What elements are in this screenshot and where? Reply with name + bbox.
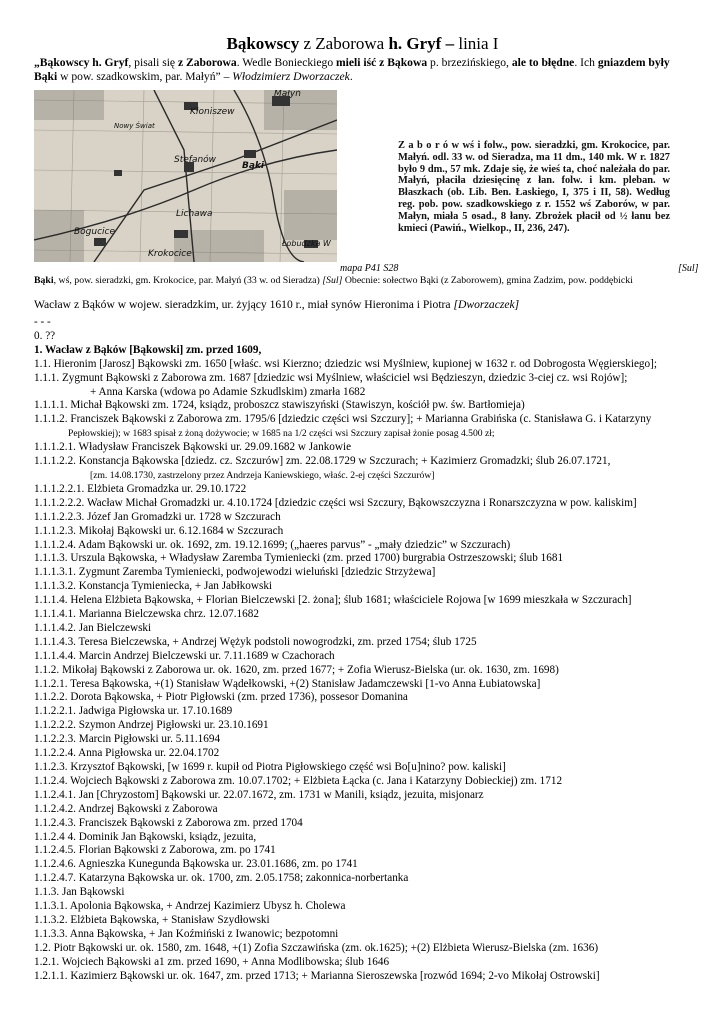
list-item: 1.1.3.1. Apolonia Bąkowska, + Andrzej Kazimierz Ubysz h. Cholewa xyxy=(34,900,346,913)
intro-part: ale to błędne xyxy=(511,56,575,69)
list-item: 1.1.2.4.7. Katarzyna Bąkowska ur. ok. 1700, zm. 2.05.1758; zakonnica-norbertanka xyxy=(34,872,409,885)
list-item: 0. ?? xyxy=(34,329,56,342)
encyclopedia-clipping: Z a b o r ó w wś i folw., pow. sieradzki, gm. Krokocice, par. Małyń. odl. 33 w. od Sieradza, ma 11 dm., 140 mk. W r. 1827 było 9 dm., 57 mk. Zdaje się, że wieś ta, choć należała do par. Małyń, płaciła dziesięcinę z łan. folw. i km. pleban. w Błaszkach (ob. Lib. Ben. Łaskiego, I, 375 i II, 58). Według reg. pob. pow. szadkowskiego z r. 1552 wś Zaborów, w par. Małyn, miała 5 osad., 8 łany. Zbrożek płacił od ½ łanu bez kmieci (Pawiń., Wielkop., II, 236, 247). xyxy=(398,140,670,234)
list-item: 1.2.1. Wojciech Bąkowski a1 zm. przed 1690, + Anna Modlibowska; ślub 1646 xyxy=(34,955,390,968)
list-item: 1.1.2.3. Krzysztof Bąkowski, [w 1699 r. kupił od Piotra Pigłowskiego część wsi Bo[u]nino? pow. kaliski] xyxy=(34,761,506,773)
list-item: 1.1.2. Mikołaj Bąkowski z Zaborowa ur. ok. 1620, zm. przed 1677; + Zofia Wierusz-Bielska (ur. ok. 1630, zm. 1698) xyxy=(34,663,559,676)
map-label: Bąki xyxy=(242,161,265,171)
map-label: Małyń xyxy=(274,90,301,99)
list-item: 1.1.1.4. Helena Elżbieta Bąkowska, + Florian Bielczewski [2. żona]; ślub 1681; właściciele Rojowa [w 1699 mieszkała w Szczurach] xyxy=(34,594,632,607)
intro-paragraph xyxy=(34,56,694,84)
intro-author: Włodzimierz Dworzaczek xyxy=(232,70,350,83)
intro-part: gniazdem były Bąki xyxy=(34,56,670,83)
map-label: Łobudzka W xyxy=(282,239,331,248)
list-item: 1.1.1.2.1. Władysław Franciszek Bąkowski ur. 29.09.1682 w Jankowie xyxy=(34,441,352,454)
intro-part: z Zaborowa xyxy=(177,56,237,69)
list-item: 1.1. Hieronim [Jarosz] Bąkowski zm. 1650 [właśc. wsi Kierzno; dziedzic wsi Myślniew, kupionej w 1632 r. od Dobrogosta Węgierskiego]; xyxy=(34,357,657,370)
list-item: 1.1.1.3. Urszula Bąkowska, + Władysław Zaremba Tymieniecki (zm. przed 1700) burgrabia Ostrzeszowski; ślub 1681 xyxy=(34,552,564,565)
list-item: 1.1.1.4.4. Marcin Andrzej Bielczewski ur. 7.11.1689 w Czachorach xyxy=(34,649,335,662)
list-item: 1.1.2.4.1. Jan [Chryzostom] Bąkowski ur. 22.07.1672, zm. 1731 w Manili, ksiądz, jezuita, misjonarz xyxy=(34,788,484,801)
list-item: 1.1.1. Zygmunt Bąkowski z Zaborowa zm. 1687 [dziedzic wsi Myślniew, właściciel wsi Będzieszyn, dziedzic 3-ciej cz. wsi Rojów]; xyxy=(34,371,628,384)
map-label: Stefanów xyxy=(174,155,217,165)
list-item: 1.1.2.2.1. Jadwiga Pigłowska ur. 17.10.1689 xyxy=(34,705,233,718)
map-label: Kłoniszew xyxy=(190,107,235,117)
intro-part: p. brzezińskiego, xyxy=(427,56,512,69)
caption-part: [Sul] xyxy=(322,275,343,286)
list-item: 1.1.1.2. Franciszek Bąkowski z Zaborowa zm. 1795/6 [dziedzic części wsi Szczury]; + Marianna Grabińska (c. Stanisława G. i Katarzyny xyxy=(34,413,652,426)
list-item: 1.1.1.4.3. Teresa Bielczewska, + Andrzej Wężyk podstoli nowogrodzki, zm. przed 1754; ślub 1725 xyxy=(34,635,477,648)
map-label: Lichawa xyxy=(176,209,213,219)
intro-part: . xyxy=(349,70,353,83)
list-item: 1.1.2.4 4. Dominik Jan Bąkowski, ksiądz, jezuita, xyxy=(34,830,257,843)
map-label: Krokocice xyxy=(148,249,192,259)
intro-part: . Ich xyxy=(574,56,598,69)
list-item: + Anna Karska (wdowa po Adamie Szkudlskim) zmarła 1682 xyxy=(90,385,366,398)
map-label: Nowy Świat xyxy=(114,122,155,130)
map-label: Bogucice xyxy=(74,227,116,237)
genealogy-list xyxy=(34,316,714,984)
list-item: 1.1.1.2.2.3. Józef Jan Gromadzki ur. 1728 w Szczurach xyxy=(34,510,281,523)
list-item: 1.1.2.4.3. Franciszek Bąkowski z Zaborowa zm. przed 1704 xyxy=(34,816,303,829)
list-item: 1.1.2.4.6. Agnieszka Kunegunda Bąkowska ur. 23.01.1686, zm. po 1741 xyxy=(34,858,358,871)
title-surname: Bąkowscy xyxy=(226,34,300,53)
list-item: 1. Wacław z Bąków [Bąkowski] zm. przed 1609, xyxy=(34,343,262,356)
caption-part: , wś, pow. sieradzki, gm. Krokocice, par. Małyń (33 w. od Sieradza) xyxy=(53,275,323,286)
list-item: 1.1.2.4.5. Florian Bąkowski z Zaborowa, zm. po 1741 xyxy=(34,844,276,857)
title-from: z Zaborowa xyxy=(299,34,389,53)
list-item: 1.1.2.2.4. Anna Pigłowska ur. 22.04.1702 xyxy=(34,747,220,760)
list-item: 1.1.1.2.4. Adam Bąkowski ur. ok. 1692, zm. 19.12.1699; („haeres parvus” - „mały dziedzic” w Szczurach) xyxy=(34,538,511,551)
intro-part: mieli iść z Bąkowa xyxy=(336,56,428,69)
lead-text: Wacław z Bąków w wojew. sieradzkim, ur. żyjący 1610 r., miał synów Hieronima i Piotra xyxy=(34,298,454,311)
lead-paragraph xyxy=(34,298,704,312)
map-image xyxy=(34,90,337,262)
list-item: 1.1.1.3.2. Konstancja Tymieniecka, + Jan Jabłkowski xyxy=(34,580,273,593)
title-herb: h. Gryf xyxy=(388,34,442,53)
list-item: 1.1.3.3. Anna Bąkowska, + Jan Koźmiński z Iwanowic; bezpotomni xyxy=(34,927,339,940)
map-caption: mapa P41 S28 xyxy=(340,263,399,274)
page-title xyxy=(0,34,725,54)
intro-part: , pisali się xyxy=(128,56,178,69)
list-item: 1.1.3.2. Elżbieta Bąkowska, + Stanisław Szydłowski xyxy=(34,913,270,926)
list-item: 1.1.1.1. Michał Bąkowski zm. 1724, ksiądz, proboszcz stawiszyński (Stawiszyn, kościół pw. św. Bartłomieja) xyxy=(34,399,525,412)
list-item: 1.1.2.1. Teresa Bąkowska, +(1) Stanisław Wądełkowski, +(2) Stanisław Jadamczewski [1-vo Anna Łubiatowska] xyxy=(34,677,541,690)
intro-part: „Bąkowscy h. Gryf xyxy=(34,56,129,69)
list-item: 1.1.2.4.2. Andrzej Bąkowski z Zaborowa xyxy=(34,802,218,815)
list-item: [zm. 14.08.1730, zastrzelony przez Andrzeja Kaniewskiego, właśc. 2-ej części Szczurów] xyxy=(90,469,435,481)
list-item: 1.1.2.2.2. Szymon Andrzej Pigłowski ur. 23.10.1691 xyxy=(34,719,269,732)
title-sep: – xyxy=(441,34,459,53)
list-item: 1.1.2.2.3. Marcin Pigłowski ur. 5.11.1694 xyxy=(34,733,221,746)
list-item: 1.1.3. Jan Bąkowski xyxy=(34,886,125,899)
list-item: - - - xyxy=(34,316,51,328)
caption-part: Bąki xyxy=(34,275,54,286)
title-line: linia I xyxy=(458,34,499,53)
caption-part: Obecnie: sołectwo Bąki (z Zaborowem), gmina Zadzim, pow. poddębicki xyxy=(342,275,633,286)
list-item: Pepłowskiej); w 1683 spisał z żoną dożywocie; w 1685 na 1/2 części wsi Szczury zapisał żonie posag 4.500 zł; xyxy=(68,428,495,440)
list-item: 1.1.1.4.2. Jan Bielczewski xyxy=(34,621,152,634)
list-item: 1.1.2.2. Dorota Bąkowska, + Piotr Pigłowski (zm. przed 1736), possesor Domanina xyxy=(34,691,408,704)
intro-part: . Wedle Bonieckiego xyxy=(236,56,337,69)
list-item: 1.1.1.3.1. Zygmunt Zaremba Tymieniecki, podwojewodzi wieluński [dziedzic Strzyżewa] xyxy=(34,566,436,579)
list-item: 1.1.1.2.3. Mikołaj Bąkowski ur. 6.12.1684 w Szczurach xyxy=(34,524,284,537)
list-item: 1.1.1.2.2.1. Elżbieta Gromadzka ur. 29.10.1722 xyxy=(34,482,247,495)
list-item: 1.1.1.2.2. Konstancja Bąkowska [dziedz. cz. Szczurów] zm. 22.08.1729 w Szczurach; + Kazimierz Gromadzki; ślub 26.07.1721, xyxy=(34,455,611,468)
list-item: 1.2.1.1. Kazimierz Bąkowski ur. ok. 1647, zm. przed 1713; + Marianna Sieroszewska [rozwód 1694; 2-vo Mikołaj Ostrowski] xyxy=(34,969,600,982)
clipping-source: [Sul] xyxy=(678,263,699,274)
lead-source: [Dworzaczek] xyxy=(453,298,520,311)
intro-part: w pow. szadkowskim, par. Małyń” – xyxy=(57,70,233,83)
list-item: 1.2. Piotr Bąkowski ur. ok. 1580, zm. 1648, +(1) Zofia Szczawińska (zm. ok.1625); +(2) Elżbieta Wierusz-Bielska (zm. 1636) xyxy=(34,941,599,954)
list-item: 1.1.1.2.2.2. Wacław Michał Gromadzki ur. 4.10.1724 [dziedzic części wsi Szczury, Bąkowszczyzna i Ronarszczyzna w pow. kaliskim] xyxy=(34,496,637,509)
list-item: 1.1.2.4. Wojciech Bąkowski z Zaborowa zm. 10.07.1702; + Elżbieta Łącka (c. Jana i Katarzyny Dobieckiej) zm. 1712 xyxy=(34,774,563,787)
image-caption xyxy=(34,275,704,287)
list-item: 1.1.1.4.1. Marianna Bielczewska chrz. 12.07.1682 xyxy=(34,608,259,621)
